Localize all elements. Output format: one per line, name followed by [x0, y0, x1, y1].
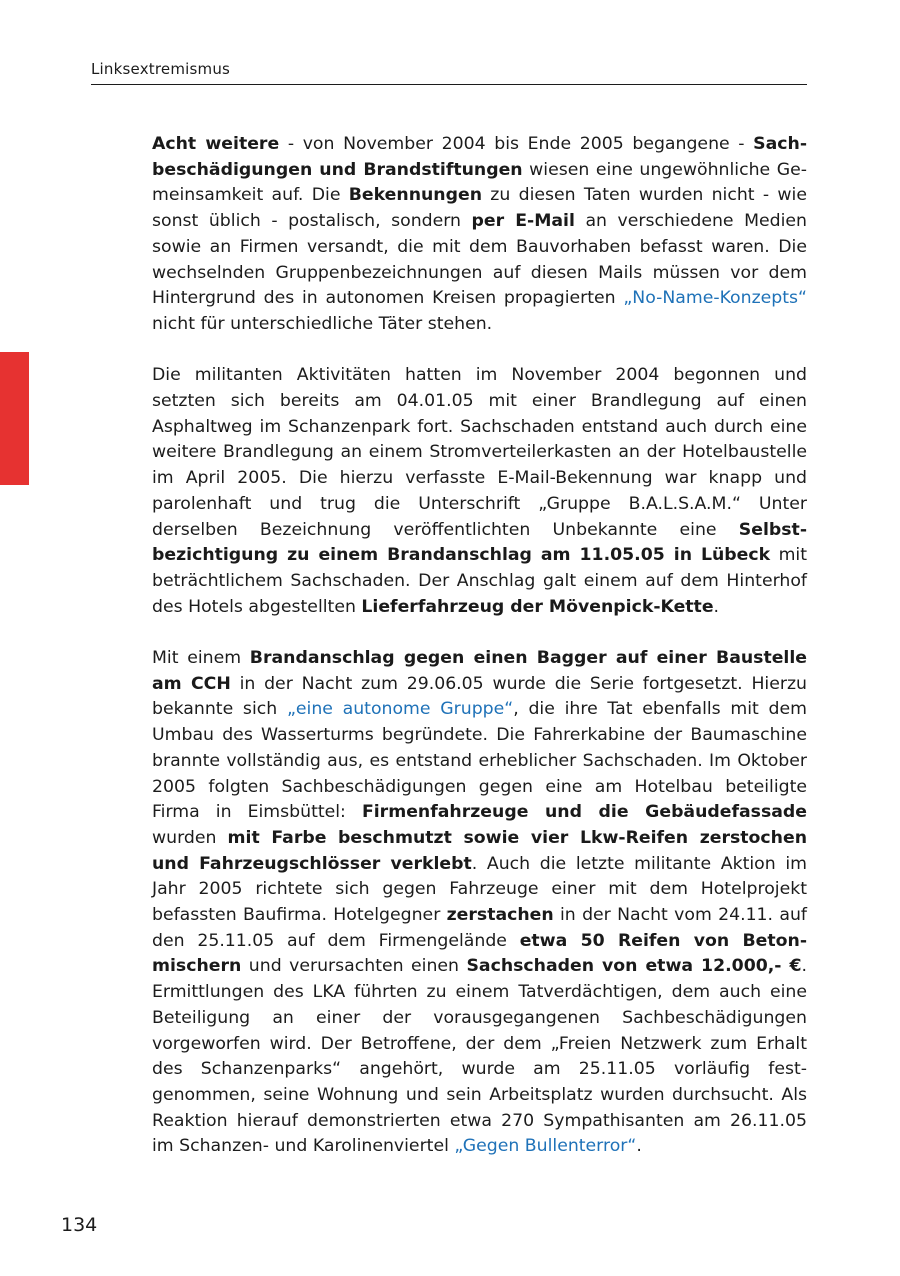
segment: per E-Mail	[471, 211, 575, 232]
segment: .	[636, 1136, 642, 1157]
segment: Bekennungen	[348, 185, 482, 206]
body-text	[152, 132, 807, 1160]
segment: mit beträchtlichem Sachschaden. Der Anschlag galt einem auf dem Hinterhof des Hotels abgestellten	[152, 545, 807, 617]
paragraph-3	[152, 646, 807, 1160]
running-head-title: Linksextremismus	[91, 60, 231, 78]
header-rule	[91, 84, 807, 85]
segment: . Ermittlungen des LKA führten zu einem Tatverdächtigen, dem auch eine Beteiligung an einer der vorausgegangenen Sachbeschädigungen vorgeworfen wird. Der Betroffene, der dem „Freien Netzwerk zum Erhalt des Schanzenparks“ angehört, wurde am 25.11.05 vorläufig festgenommen, seine Wohnung und sein Arbeitsplatz wurden durchsucht. Als Reaktion hierauf demonstrierten etwa 270 Sympathisanten am 26.11.05 im Schanzen- und Karolinenviertel	[152, 956, 808, 1157]
segment: mit Farbe beschmutzt sowie vier Lkw-Reifen zerstochen und Fahrzeugschlösser verklebt	[152, 827, 807, 874]
segment: Sachschaden von etwa 12.000,- €	[466, 956, 802, 977]
segment: wiesen eine ungewöhnliche Gemeinsamkeit auf. Die	[152, 159, 807, 206]
paragraph-1	[152, 132, 807, 338]
segment: Mit einem	[152, 648, 250, 669]
segment: Sachbeschädigungen und Brandstiftungen	[152, 134, 807, 180]
segment: - von November 2004 bis Ende 2005 begangene -	[279, 134, 754, 154]
segment: Lieferfahrzeug der Mövenpick-Kette	[361, 596, 714, 617]
segment: an verschiedene Medien sowie an Firmen versandt, die mit dem Bauvorhaben befasst waren. Die wechselnden Gruppenbezeichnungen auf diesen Mails müssen vor dem Hintergrund des in autonomen Kreisen propagierten	[152, 211, 807, 309]
segment: Brandanschlag gegen einen Bagger auf einer Baustelle am CCH	[152, 648, 807, 694]
segment: .	[713, 596, 720, 617]
segment: Acht weitere	[152, 134, 280, 154]
segment: zerstachen	[446, 905, 554, 926]
segment: Die militanten Aktivitäten hatten im November 2004 begonnen und setzten sich bereits am 04.01.05 mit einer Brandlegung auf einen Asphaltweg im Schanzenpark fort. Sachschaden entstand auch durch eine weitere Brandlegung an einem Stromverteilerkasten an der Hotelbaustelle im April 2005. Die hierzu verfasste E-Mail-Bekennung war knapp und parolenhaft und trug die Unterschrift „Gruppe B.A.L.S.A.M.“ Unter derselben Bezeichnung veröffentlichten Unbekannte eine	[152, 365, 807, 540]
gegen-bullenterror-link[interactable]: „Gegen Bullenterror“	[454, 1136, 637, 1157]
segment: etwa 50 Reifen von Betonmischern	[152, 930, 807, 977]
segment: Firmenfahrzeuge und die Gebäudefassade	[361, 802, 807, 823]
segment: nicht für unterschiedliche Täter stehen.	[152, 313, 493, 334]
chapter-side-tab	[0, 352, 29, 485]
no-name-konzept-link[interactable]: „No-Name-Konzepts“	[623, 288, 807, 309]
paragraph-2	[152, 363, 807, 620]
page-number: 134	[61, 1214, 98, 1236]
segment: , die ihre Tat ebenfalls mit dem Umbau des Wasserturms begründete. Die Fahrerkabine der Baumaschine brannte vollständig aus, es entstand erheblicher Sachschaden. Im Oktober 2005 folgten Sachbeschädigungen gegen eine am Hotelbau beteiligte Firma in Eimsbüttel:	[152, 699, 807, 823]
segment: in der Nacht vom 24.11. auf den 25.11.05 auf dem Firmengelände	[152, 905, 807, 951]
segment: in der Nacht zum 29.06.05 wurde die Serie fortgesetzt. Hierzu bekannte sich	[152, 673, 807, 720]
segment: wurden	[152, 827, 228, 848]
segment: Selbstbezichtigung zu einem Brandanschlag am 11.05.05 in Lübeck	[152, 519, 807, 566]
segment: zu diesen Taten wurden nicht - wie sonst üblich - postalisch, sondern	[152, 185, 807, 232]
segment: . Auch die letzte militante Aktion im Jahr 2005 richtete sich gegen Fahrzeuge einer mit dem Hotelprojekt befassten Baufirma. Hotelgegner	[152, 853, 807, 926]
autonome-gruppe-link[interactable]: „eine autonome Gruppe“	[286, 699, 514, 720]
segment: und verursachten einen	[241, 956, 467, 977]
